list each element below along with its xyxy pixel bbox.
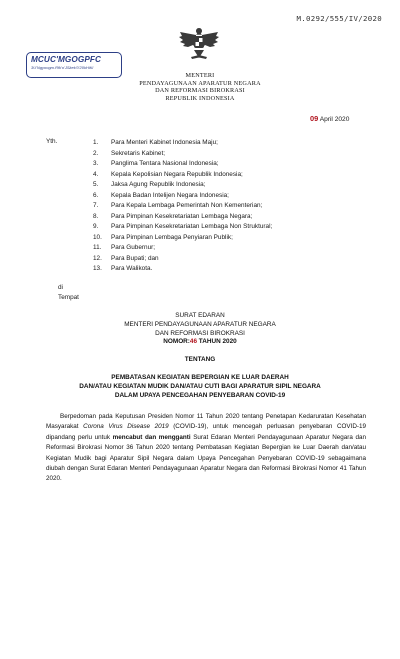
location-di: di xyxy=(58,284,63,291)
location-tempat: Tempat xyxy=(58,294,79,301)
letter-date xyxy=(310,114,349,123)
list-item: 5. Jaksa Agung Republik Indonesia; xyxy=(93,181,206,188)
subject-line: PEMBATASAN KEGIATAN BEPERGIAN KE LUAR DAERAH xyxy=(111,374,289,381)
date-day: 09 xyxy=(310,114,319,123)
list-item: 7. Para Kepala Lembaga Pemerintah Non Kementerian; xyxy=(93,202,263,209)
date-month-year: April 2020 xyxy=(319,116,350,123)
list-item: 11. Para Gubernur; xyxy=(93,244,156,251)
list-item: 4. Kepala Kepolisian Negara Republik Indonesia; xyxy=(93,170,243,178)
circular-title: SURAT EDARAN xyxy=(175,312,225,319)
body-paragraph: Berpedoman pada Keputusan Presiden Nomor 11 Tahun 2020 tentang Penetapan Kedaruratan Kesehatan Masyarakat Corona Virus Disease 2019 (COVID-19), untuk mencegah perluasan penyebaran COVID-19 dipandang perlu untuk mencabut dan mengganti Surat Edaran Menteri Pendayagunaan Aparatur Negara dan Reformasi Birokrasi Nomor 36 Tahun 2020 tentang Pembatasan Kegiatan Bepergian ke Luar Daerah dan/atau Kegiatan Mudik bagi Aparatur Sipil Negara dalam Upaya Pencegahan Penyebaran COVID-19 sebagaimana diubah dengan Surat Edaran Menteri Pendayagunaan Aparatur Negara dan Reformasi Birokrasi Nomor 41 Tahun 2020. xyxy=(46,413,366,483)
circular-issuer-2: DAN REFORMASI BIROKRASI xyxy=(155,329,245,337)
ministry-line: MENTERI xyxy=(185,72,215,79)
list-item: 12. Para Bupati; dan xyxy=(93,254,159,262)
ministry-line: PENDAYAGUNAAN APARATUR NEGARA xyxy=(139,79,261,87)
list-item: 3. Panglima Tentara Nasional Indonesia; xyxy=(93,160,219,167)
circular-issuer: MENTERI PENDAYAGUNAAN APARATUR NEGARA xyxy=(124,320,276,328)
list-item: 10. Para Pimpinan Lembaga Penyiaran Publik; xyxy=(93,233,233,241)
ministry-line: DAN REFORMASI BIROKRASI xyxy=(155,87,245,95)
list-item: 13. Para Walikota. xyxy=(93,265,153,272)
circular-heading xyxy=(0,312,400,347)
circular-subject xyxy=(0,374,400,400)
list-item: 8. Para Pimpinan Kesekretariatan Lembaga Negara; xyxy=(93,212,253,220)
stamp-title: MCUC'MGOGPFC xyxy=(31,55,102,64)
list-item: 9. Para Pimpinan Kesekretariatan Lembaga Non Struktural; xyxy=(93,223,273,230)
stamp-subtitle: 3U'Ngyoogm.Rfk'o'JSkek'0'20kHiKi xyxy=(31,65,94,70)
circular-number: NOMOR:46 TAHUN 2020 xyxy=(163,338,237,346)
ministry-line: REPUBLIK INDONESIA xyxy=(165,94,235,102)
tentang-label: TENTANG xyxy=(184,356,216,363)
ministry-header xyxy=(0,72,400,102)
list-item: 6. Kepala Badan Intelijen Negara Indonesia; xyxy=(93,191,229,199)
addressee-label: Yth. xyxy=(46,138,58,145)
garuda-emblem-icon xyxy=(177,24,221,68)
subject-line: DAN/ATAU KEGIATAN MUDIK DAN/ATAU CUTI BAGI APARATUR SIPIL NEGARA xyxy=(79,382,321,390)
list-item: 1. Para Menteri Kabinet Indonesia Maju; xyxy=(93,139,218,146)
document-number: M.0292/555/IV/2020 xyxy=(296,14,382,23)
recipient-list xyxy=(93,138,272,275)
subject-line: DALAM UPAYA PENCEGAHAN PENYEBARAN COVID-19 xyxy=(114,391,286,399)
circular-number-value: 46 xyxy=(189,338,198,346)
list-item: 2. Sekretaris Kabinet; xyxy=(93,149,165,157)
